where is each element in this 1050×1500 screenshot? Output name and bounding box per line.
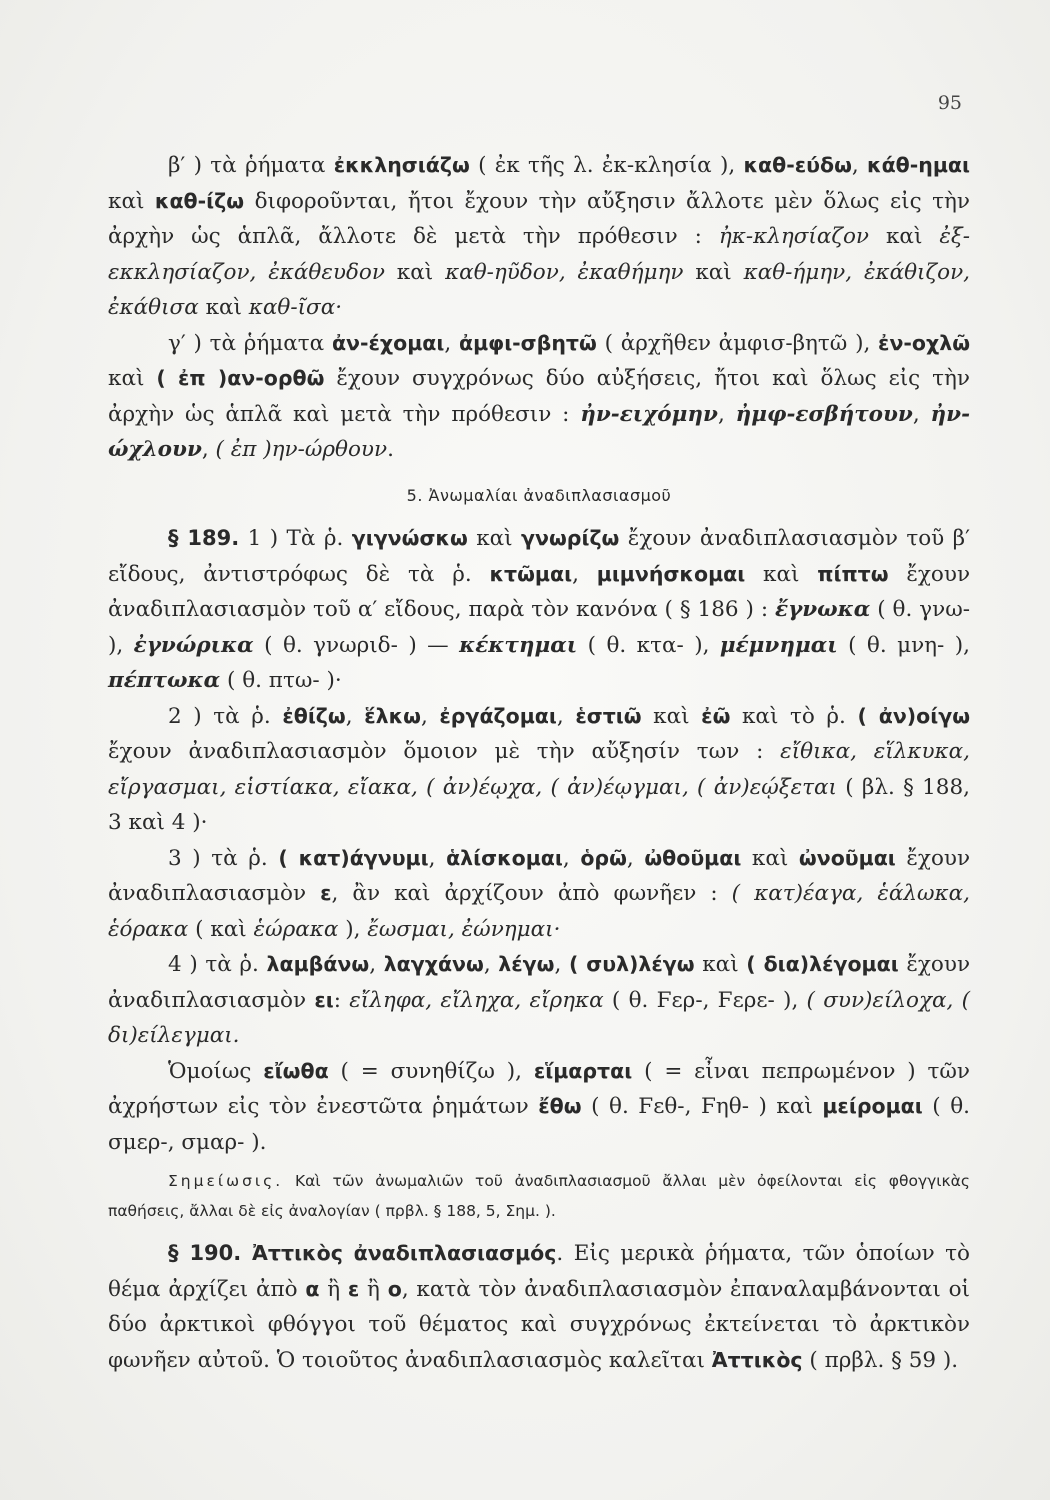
section-heading: 5. Ἀνωμαλίαι ἀναδιπλασιασμοῦ <box>406 485 672 505</box>
bold-term: ὁρῶ <box>580 845 627 870</box>
paragraph-190 <box>108 1236 970 1378</box>
bold-term: ἑστιῶ <box>575 703 642 728</box>
italic-form: ἔωσμαι, ἐώνημαι· <box>367 916 561 942</box>
bold-term: ἐκκλησιάζω <box>333 153 470 177</box>
text-run: καὶ <box>694 952 747 977</box>
bold-term: ει <box>314 987 334 1012</box>
bold-term: εἵμαρται <box>533 1058 633 1083</box>
text-run: Ὁμοίως <box>168 1058 264 1084</box>
text-run: ἢ <box>319 1276 348 1302</box>
italic-form: εἴθικα, εἵλκυκα, εἴργασμαι, εἱστίακα, εἴακα, ( ἀν)έῳχα, ( ἀν)έῳγμαι, ( ἀν)εῴξεται <box>108 739 971 800</box>
text-run: , <box>562 845 581 871</box>
bold-term: πίπτω <box>817 561 889 586</box>
text-run: ἔχουν ἀναδιπλασιασμὸν τοῦ β′ εἴδους, ἀντιστρόφως δὲ τὰ ῥ. <box>108 526 970 587</box>
text-run: καὶ <box>683 259 744 285</box>
italic-form: καθ-ηῦδον, ἐκαθήμην <box>445 259 684 285</box>
text-run: : <box>333 987 350 1013</box>
text-run: ), <box>338 916 368 942</box>
italic-form: ἑώρακα <box>253 916 339 942</box>
bold-term: κάθ-ημαι <box>867 153 971 177</box>
bold-term: εἴωθα <box>263 1058 329 1083</box>
note-text: Καὶ τῶν ἀνωμαλιῶν τοῦ ἀναδιπλασιασμοῦ ἄλλαι μὲν ὀφείλονται εἰς φθογγικὰς παθήσεις, ἄλλαι δὲ εἰς ἀναλογίαν ( πρβλ. § 188, 5, Σημ. ). <box>108 1172 970 1220</box>
text-run: ( πρβλ. § 59 ). <box>802 1347 959 1373</box>
text-run: . Εἰς μερικὰ ῥήματα, τῶν ὁποίων τὸ θέμα ἀρχίζει ἀπὸ <box>108 1241 971 1302</box>
italic-form: καθ-ήμην, ἐκάθιζον, ἐκάθισα <box>108 259 970 320</box>
text-run: , <box>626 845 645 871</box>
text-run: ( = εἶναι πεπρωμένον ) τῶν ἀχρήστων εἰς τὸν ἐνεστῶτα ῥημάτων <box>108 1058 970 1119</box>
bold-italic-form: ἐγνώρικα <box>133 632 254 658</box>
text-run: ἔχουν ἀναδιπλασιασμὸν ὅμοιον μὲ τὴν αὔξησίν των : <box>108 739 781 764</box>
text-run: . <box>387 437 394 462</box>
paragraph-beta <box>108 148 970 326</box>
bold-term: ( συλ)λέγω <box>568 952 695 976</box>
text-run: ( θ. μνη- ), <box>837 632 970 658</box>
text-run: , <box>851 153 868 178</box>
text-run: ( θ. κτα- ), <box>577 632 720 658</box>
text-run: ( θ. πτω- )· <box>220 668 342 693</box>
text-run: , <box>201 437 216 462</box>
text-run: , <box>572 561 597 587</box>
italic-form: ( κατ)έαγα, ἑάλωκα, ἑόρακα <box>108 881 970 942</box>
text-run: καὶ <box>467 526 522 551</box>
text-run: ἔχουν ἀναδιπλασιασμὸν τοῦ α′ εἴδους, παρὰ τὸν κανόνα ( § 186 ) : <box>108 561 971 622</box>
bold-term: καθ-ίζω <box>154 188 245 213</box>
italic-form: καθ-ῖσα· <box>248 295 343 320</box>
page-number: 95 <box>937 92 962 114</box>
bold-term: κτῶμαι <box>489 561 573 586</box>
bold-term: Ἀττικὸς <box>711 1347 803 1372</box>
bold-term: ( ἀν)οίγω <box>857 703 971 728</box>
text-run: ἢ <box>359 1276 388 1302</box>
text-run: , <box>717 401 736 427</box>
bold-term: ὠνοῦμαι <box>798 845 896 870</box>
section-number: § 189. <box>168 526 240 550</box>
text-run: καὶ <box>869 224 940 249</box>
text-run: , <box>483 952 499 977</box>
text-run: ( = συνηθίζω ), <box>328 1058 534 1084</box>
text-run: 3 ) τὰ ῥ. <box>168 845 279 871</box>
text-run: 4 ) τὰ ῥ. <box>168 952 267 977</box>
bold-term: ἕλκω <box>364 703 421 728</box>
bold-term: λαγχάνω <box>383 952 484 976</box>
text-run: 1 ) Τὰ ῥ. <box>239 526 352 551</box>
text-run: , <box>369 952 384 977</box>
italic-form: ἠκ-κλησίαζον <box>718 224 870 249</box>
bold-term: ἔθω <box>538 1094 582 1118</box>
text-run: ( θ. σμερ-, σμαρ- ). <box>108 1094 970 1155</box>
paragraph-189 <box>108 521 970 699</box>
bold-term: μείρομαι <box>822 1094 923 1118</box>
paragraph-189-2 <box>108 699 970 841</box>
bold-term: ἐν-οχλῶ <box>878 330 971 355</box>
bold-term: μιμνήσκομαι <box>596 561 746 586</box>
bold-term: ἐθίζω <box>282 703 346 728</box>
text-run: διφοροῦνται, ἤτοι ἔχουν τὴν αὔξησιν ἄλλοτε μὲν ὅλως εἰς τὴν ἀρχὴν ὡς ἁπλᾶ, ἄλλοτε δὲ μετὰ τὴν πρόθεσιν : <box>108 188 970 249</box>
bold-term: ε <box>320 881 332 905</box>
text-run: ( θ. γνω- ), <box>108 597 970 658</box>
text-run: , κατὰ τὸν ἀναδιπλασιασμὸν ἐπαναλαμβάνονται οἱ δύο ἀρκτικοὶ φθόγγοι τοῦ θέματος καὶ συγχρόνως ἐκτείνεται τὸ ἀρκτικὸν φωνῆεν αὐτοῦ. Ὁ τοιοῦτος ἀναδιπλασιασμὸς καλεῖται <box>108 1276 970 1373</box>
text-run: , <box>912 401 931 427</box>
text-run: , <box>444 330 459 356</box>
bold-term: λέγω <box>498 952 555 976</box>
bold-term: ε <box>347 1276 360 1301</box>
text-run: ἔχουν ἀναδιπλασιασμὸν <box>108 952 971 1013</box>
paragraph-omoios <box>108 1054 970 1161</box>
text-run: , <box>345 703 365 729</box>
note-paragraph <box>108 1166 970 1226</box>
text-run: , ἂν καὶ ἀρχίζουν ἀπὸ φωνῆεν : <box>331 881 732 906</box>
text-run: ( ἀρχῆθεν ἀμφισ-βητῶ ), <box>596 330 879 356</box>
bold-italic-form: κέκτημαι <box>459 632 578 658</box>
bold-term: α <box>305 1276 320 1301</box>
bold-term: ( ἐπ )αν-ορθῶ <box>156 366 325 390</box>
note-label: Σημείωσις. <box>168 1172 284 1190</box>
text-run: , <box>420 703 440 729</box>
bold-italic-form: πέπτωκα <box>108 668 221 693</box>
text-run: , <box>556 703 576 729</box>
text-run: καὶ <box>384 259 446 285</box>
text-run: καὶ <box>198 295 249 320</box>
text-run: ( θ. Ϝεθ-, Ϝηθ- ) καὶ <box>581 1094 823 1119</box>
text-run: ( βλ. § 188, 3 καὶ 4 )· <box>108 774 970 835</box>
bold-term: ἐργάζομαι <box>439 703 557 728</box>
bold-term: ( δια)λέγομαι <box>746 952 899 976</box>
text-run: καὶ <box>108 366 157 391</box>
paragraph-189-4 <box>108 947 970 1054</box>
text-run: καὶ τὸ ῥ. <box>730 703 858 729</box>
text-run: ( ἐκ τῆς λ. ἐκ-κλησία ), <box>469 153 744 178</box>
italic-form: ( ἐπ )ην-ώρθουν <box>215 437 388 462</box>
bold-term: ο <box>387 1276 402 1301</box>
bold-term: γνωρίζω <box>521 526 620 550</box>
text-run: ( θ. γνωριδ- ) — <box>253 632 460 658</box>
bold-term: ὠθοῦμαι <box>644 845 742 870</box>
italic-form: ἐξ-εκκλησίαζον, ἐκάθευδον <box>108 224 970 285</box>
paragraph-189-3 <box>108 841 970 948</box>
text-run: , <box>554 952 569 977</box>
body-text <box>108 148 970 1378</box>
bold-italic-form: ἠν-ειχόμην <box>580 401 718 427</box>
bold-italic-form: ἔγνωκα <box>775 597 871 622</box>
text-run: , <box>428 845 447 871</box>
italic-form: εἴληφα, εἴληχα, εἴρηκα <box>349 987 604 1013</box>
bold-term: ἁλίσκομαι <box>446 845 563 870</box>
paragraph-gamma <box>108 326 970 468</box>
bold-term: Ἀττικὸς ἀναδιπλασιασμός <box>241 1241 557 1265</box>
bold-term: ( κατ)άγνυμι <box>278 845 429 870</box>
bold-term: καθ-εύδω <box>743 153 852 177</box>
text-run: καὶ <box>741 845 799 871</box>
text-run: ( θ. Ϝερ-, Ϝερε- ), <box>603 987 807 1013</box>
text-run: β′ ) τὰ ῥήματα <box>168 153 334 178</box>
bold-term: ἀν-έχομαι <box>331 330 445 355</box>
text-run: γ′ ) τὰ ῥήματα <box>168 330 332 356</box>
bold-term: ἀμφι-σβητῶ <box>458 330 597 355</box>
italic-form: ( συν)είλοχα, ( δι)είλεγμαι. <box>108 987 970 1048</box>
text-run: καὶ <box>108 188 155 214</box>
text-run: καὶ <box>641 703 702 729</box>
bold-term: ἐῶ <box>701 703 731 728</box>
text-run: 2 ) τὰ ῥ. <box>168 703 283 729</box>
bold-term: γιγνώσκω <box>351 526 468 550</box>
bold-italic-form: ἠν-ώχλουν <box>108 401 971 462</box>
bold-italic-form: μέμνημαι <box>719 632 838 658</box>
text-run: ἔχουν ἀναδιπλασιασμὸν <box>108 845 971 906</box>
text-run: καὶ <box>745 561 818 587</box>
bold-term: λαμβάνω <box>266 952 370 976</box>
bold-italic-form: ἠμφ-εσβήτουν <box>735 401 913 427</box>
text-run: ἔχουν συγχρόνως δύο αὐξήσεις, ἤτοι καὶ ὅλως εἰς τὴν ἀρχὴν ὡς ἁπλᾶ καὶ μετὰ τὴν πρόθεσιν : <box>108 366 970 427</box>
text-run: ( καὶ <box>188 916 254 942</box>
section-number: § 190. <box>168 1241 242 1265</box>
